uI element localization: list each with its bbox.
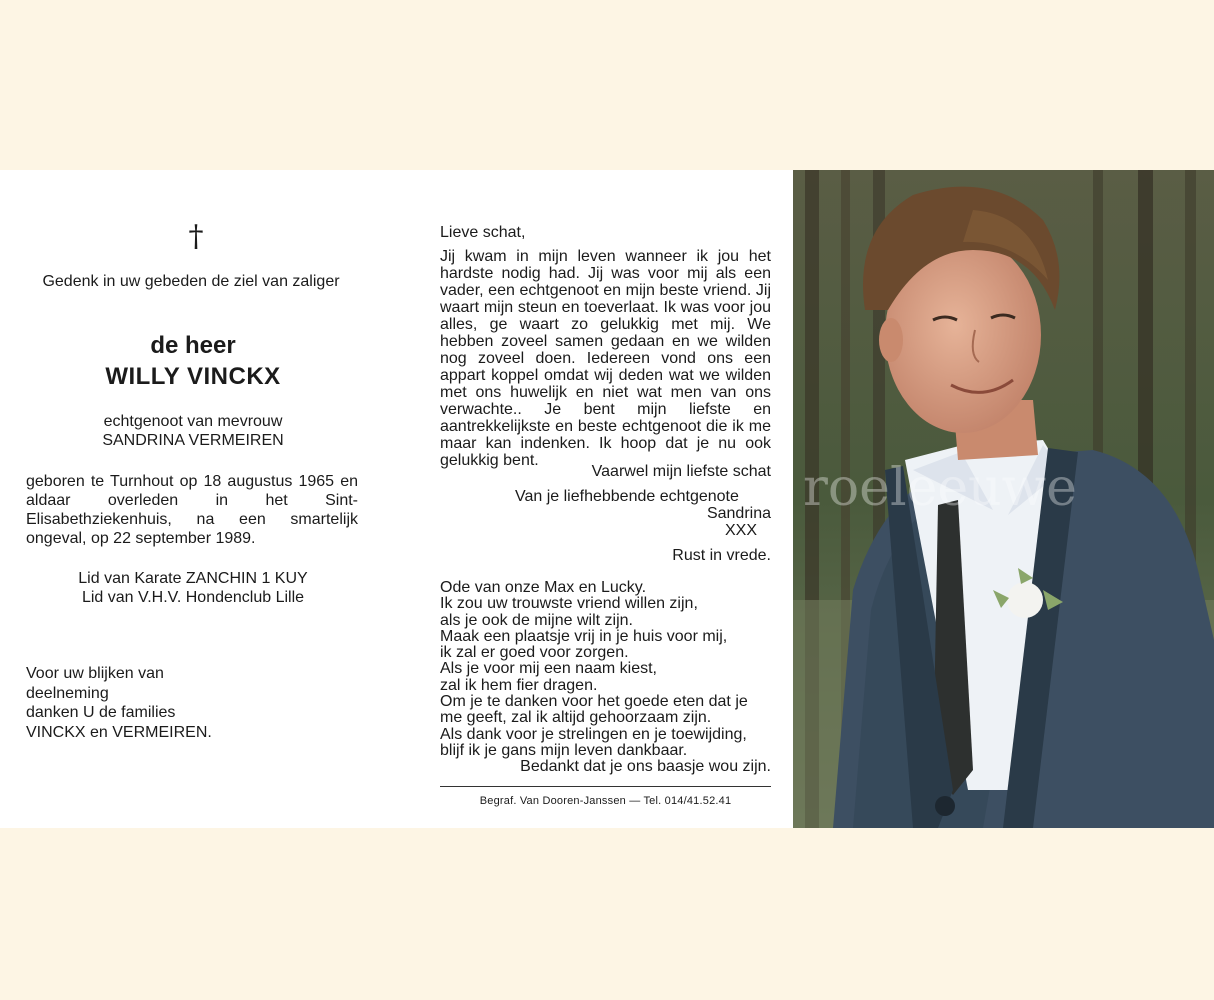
bio-text: geboren te Turnhout op 18 augustus 1965 en aldaar overleden in het Sint-Elisabethziekenhuis, na een smartelijk ongeval, op 22 september 1989. xyxy=(26,473,358,547)
poem xyxy=(440,580,771,776)
poem-line: Ode van onze Max en Lucky. xyxy=(440,579,647,596)
thanks-line: deelneming xyxy=(26,684,109,702)
thanks-block xyxy=(26,664,326,742)
deceased-name: WILLY VINCKX xyxy=(105,363,281,390)
middle-column xyxy=(440,170,771,828)
letter-farewell: Vaarwel mijn liefste schat xyxy=(591,463,771,480)
signature-kisses: XXX xyxy=(724,522,757,539)
cross-icon: † xyxy=(188,219,204,254)
undertaker-line: Begraf. Van Dooren-Janssen — Tel. 014/41.52.41 xyxy=(479,795,732,807)
watermark-text: roeleeuwe xyxy=(803,458,1077,518)
thanks-line: danken U de families xyxy=(26,704,176,721)
signature-name: Sandrina xyxy=(706,505,771,522)
intro-text: Gedenk in uw gebeden de ziel van zaliger xyxy=(42,273,340,290)
poem-line: Om je te danken voor het goede eten dat je xyxy=(440,693,748,711)
portrait-photo xyxy=(793,170,1214,828)
title-line-1: de heer xyxy=(150,332,236,359)
thanks-line: VINCKX en VERMEIREN. xyxy=(26,723,212,741)
poem-line: Ik zou uw trouwste vriend willen zijn, xyxy=(440,595,698,613)
poem-line: Maak een plaatsje vrij in je huis voor mij, xyxy=(440,627,728,645)
letter-greeting: Lieve schat, xyxy=(440,224,526,241)
spouse-block xyxy=(26,412,360,450)
poem-line: ik zal er goed voor zorgen. xyxy=(440,644,629,662)
spouse-name: SANDRINA VERMEIREN xyxy=(102,432,284,449)
poem-line: Als je voor mij een naam kiest, xyxy=(440,660,657,678)
letter-from: Van je liefhebbende echtgenote xyxy=(515,488,739,505)
spouse-line-1: echtgenoot van mevrouw xyxy=(103,413,283,430)
letter-body: Jij kwam in mijn leven wanneer ik jou het hardste nodig had. Jij was voor mij als een vader, een echtgenoot en mijn beste vriend. Jij waart mijn steun en toeverlaat. Ik was voor jou alles, ge waart zo gelukkig met mij. We hebben zoveel samen gedaan en we wilden nog zoveel doen. Iedereen vond ons een appart koppel omdat wij deden wat we wilden met ons huwelijk en niet wat men van ons verwachte.. Je bent mijn liefste en aantrekkelijkste en beste echtgenoot die ik me maar kan indenken. Ik hoop dat je nu ook gelukkig bent. xyxy=(440,248,771,469)
poem-line: me geeft, zal ik altijd gehoorzaam zijn. xyxy=(440,709,712,727)
poem-line: als je ook de mijne wilt zijn. xyxy=(440,611,633,629)
poem-line: Bedankt dat je ons baasje wou zijn. xyxy=(520,758,771,776)
left-column xyxy=(26,170,366,828)
poem-line: zal ik hem fier dragen. xyxy=(440,676,598,694)
rest-in-peace: Rust in vrede. xyxy=(672,547,771,564)
thanks-line: Voor uw blijken van xyxy=(26,665,164,682)
poem-line: blijf ik je gans mijn leven dankbaar. xyxy=(440,741,688,759)
club-line: Lid van Karate ZANCHIN 1 KUY xyxy=(78,570,308,587)
club-memberships xyxy=(26,569,360,607)
memorial-card xyxy=(0,170,1214,828)
portrait-photo-drawing xyxy=(793,170,1214,828)
club-line: Lid van V.H.V. Hondenclub Lille xyxy=(81,589,305,606)
divider xyxy=(440,786,771,787)
poem-line: Als dank voor je strelingen en je toewijding, xyxy=(440,725,747,743)
